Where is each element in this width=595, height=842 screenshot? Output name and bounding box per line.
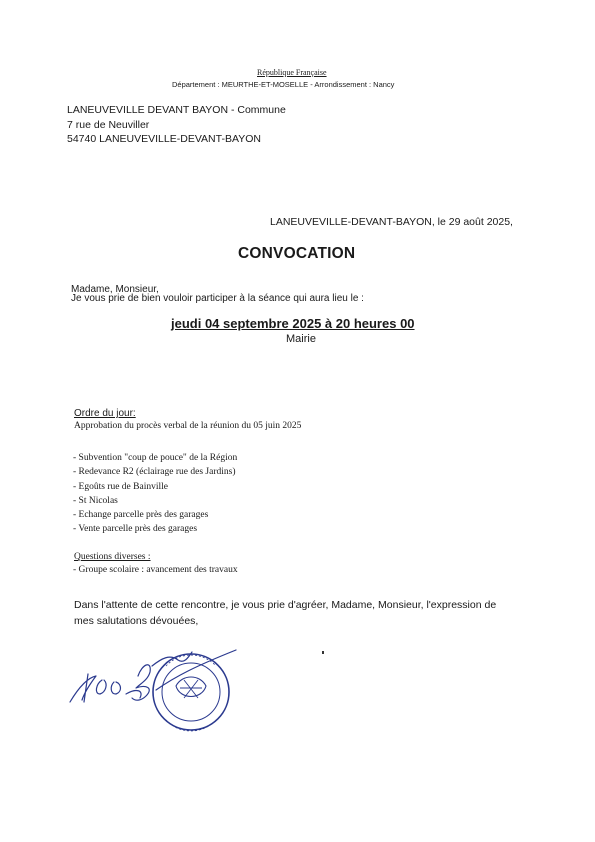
invitation-text: Je vous prie de bien vouloir participer à la séance qui aura lieu le : bbox=[71, 293, 364, 304]
republic-label: République Française bbox=[257, 68, 327, 77]
signature-and-stamp bbox=[66, 636, 246, 736]
date-line: LANEUVEVILLE-DEVANT-BAYON, le 29 août 2025, bbox=[270, 216, 513, 228]
agenda-list bbox=[73, 451, 237, 537]
ink-dot bbox=[322, 651, 324, 654]
agenda-item: - St Nicolas bbox=[73, 495, 118, 506]
meeting-datetime: jeudi 04 septembre 2025 à 20 heures 00 bbox=[171, 316, 415, 331]
greeting: Madame, Monsieur, bbox=[71, 284, 159, 295]
official-stamp bbox=[153, 654, 229, 731]
department-line: Département : MEURTHE-ET-MOSELLE - Arrondissement : Nancy bbox=[172, 80, 395, 89]
questions-title: Questions diverses : bbox=[74, 552, 151, 562]
meeting-location: Mairie bbox=[286, 333, 316, 345]
page-title: CONVOCATION bbox=[238, 245, 356, 262]
sender-commune: LANEUVEVILLE DEVANT BAYON - Commune bbox=[67, 104, 286, 116]
agenda-item: - Egoûts rue de Bainville bbox=[73, 481, 168, 492]
signature-block bbox=[66, 636, 246, 741]
agenda-item: - Vente parcelle près des garages bbox=[73, 524, 198, 535]
sender-city: 54740 LANEUVEVILLE-DEVANT-BAYON bbox=[67, 133, 261, 145]
agenda-item: - Redevance R2 (éclairage rue des Jardins) bbox=[73, 467, 236, 478]
agenda-item: - Echange parcelle près des garages bbox=[73, 510, 209, 521]
agenda-approval: Approbation du procès verbal de la réunion du 05 juin 2025 bbox=[74, 421, 302, 431]
sender-street: 7 rue de Neuviller bbox=[67, 119, 150, 131]
agenda-item: - Subvention "coup de pouce" de la Région bbox=[73, 453, 238, 463]
agenda-title: Ordre du jour: bbox=[74, 408, 136, 419]
closing-line: Dans l'attente de cette rencontre, je vous prie d'agréer, Madame, Monsieur, l'expression de bbox=[74, 599, 497, 611]
questions-item: - Groupe scolaire : avancement des travaux bbox=[73, 565, 238, 575]
closing-line: mes salutations dévouées, bbox=[74, 615, 199, 627]
